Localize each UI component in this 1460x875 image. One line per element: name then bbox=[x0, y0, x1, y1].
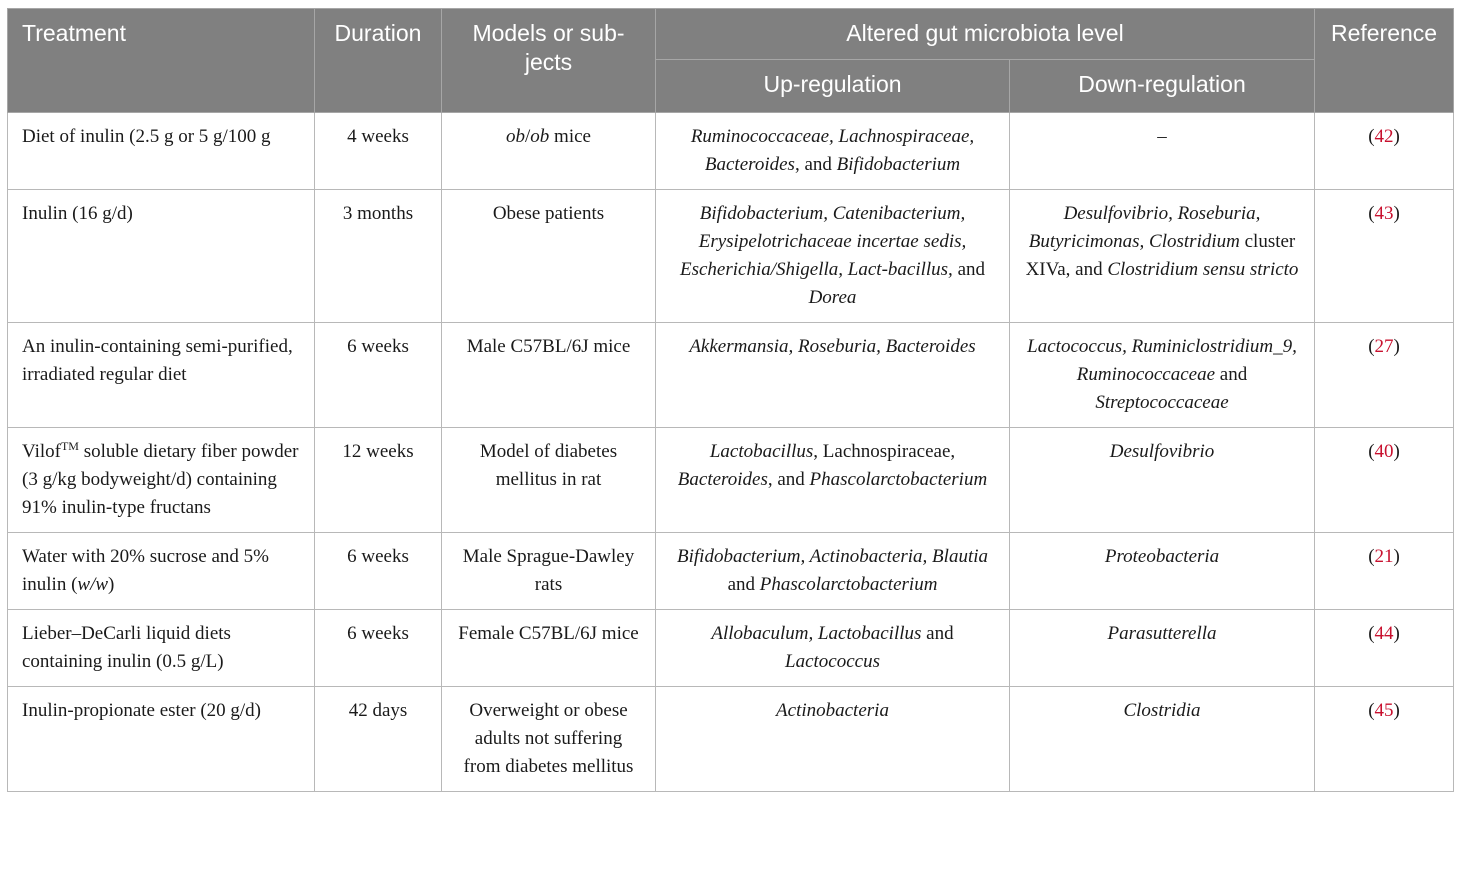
treatment-text: ) bbox=[108, 574, 115, 595]
taxa-italic: Phascolarctobacterium bbox=[809, 469, 988, 490]
cell-reference bbox=[1315, 190, 1454, 323]
cell-model-italic: ob bbox=[506, 126, 526, 147]
treatment-text: Vilof bbox=[22, 441, 61, 462]
cell-model: Model of diabetes mellitus in rat bbox=[442, 428, 656, 533]
reference-link[interactable]: 27 bbox=[1374, 336, 1394, 357]
ref-paren: ) bbox=[1393, 441, 1400, 462]
taxa-italic: Phascolarctobacterium bbox=[759, 574, 938, 595]
taxa-text: and bbox=[921, 623, 954, 644]
cell-up-regulation bbox=[656, 533, 1010, 610]
taxa-italic: Allobaculum, Lactobacillus bbox=[711, 623, 922, 644]
taxa-italic: Desulfovibrio, Roseburia, Butyricimonas, Clostridium bbox=[1028, 203, 1261, 252]
header-duration: Duration bbox=[315, 9, 442, 113]
taxa-text: and bbox=[727, 574, 760, 595]
taxa-italic: Desulfovibrio bbox=[1109, 441, 1215, 462]
cell-down-regulation bbox=[1010, 323, 1315, 428]
microbiota-table bbox=[7, 8, 1454, 792]
taxa-italic: Akkermansia, Roseburia, Bacteroides bbox=[689, 336, 976, 357]
ref-paren: ( bbox=[1368, 546, 1375, 567]
taxa-text: , and bbox=[767, 469, 810, 490]
cell-model: Overweight or obese adults not suffering from diabetes mellitus bbox=[442, 687, 656, 792]
cell-model-text: / bbox=[525, 126, 531, 147]
header-row bbox=[8, 9, 1454, 60]
reference-link[interactable]: 21 bbox=[1374, 546, 1394, 567]
trademark-sup: TM bbox=[60, 439, 79, 453]
taxa-italic: Bifidobacterium, Catenibacterium, Erysipelotrichaceae incertae sedis, Escherichia/Shigella, Lact-bacillus, bbox=[679, 203, 967, 280]
ref-paren: ) bbox=[1393, 336, 1400, 357]
treatment-text: soluble dietary fiber powder (3 g/kg bodyweight/d) containing 91% inulin-type fructans bbox=[22, 441, 299, 518]
header-treatment: Treatment bbox=[8, 9, 315, 113]
ref-paren: ) bbox=[1393, 546, 1400, 567]
taxa-italic: Actinobacteria bbox=[776, 700, 889, 721]
cell-model: Female C57BL/6J mice bbox=[442, 610, 656, 687]
taxa-italic: Parasutterella bbox=[1107, 623, 1217, 644]
taxa-italic: Clostridium sensu stricto bbox=[1107, 259, 1299, 280]
cell-treatment: Inulin (16 g/d) bbox=[8, 190, 315, 323]
taxa-italic: Ruminococcaceae, Lachnospiraceae, bbox=[690, 126, 975, 147]
cell-treatment: Lieber–DeCarli liquid diets containing inulin (0.5 g/L) bbox=[8, 610, 315, 687]
cell-model bbox=[442, 113, 656, 190]
taxa-italic: Bifidobacterium, Actinobacteria, Blautia bbox=[677, 546, 988, 567]
cell-up-regulation bbox=[656, 323, 1010, 428]
cell-duration: 6 weeks bbox=[315, 533, 442, 610]
taxa-italic: Bifidobacterium bbox=[836, 154, 961, 175]
reference-link[interactable]: 45 bbox=[1374, 700, 1394, 721]
cell-reference bbox=[1315, 533, 1454, 610]
taxa-italic: Streptococcaceae bbox=[1095, 392, 1229, 413]
reference-link[interactable]: 42 bbox=[1374, 126, 1394, 147]
table-row bbox=[8, 533, 1454, 610]
ref-paren: ) bbox=[1393, 623, 1400, 644]
taxa-italic: Lactococcus bbox=[785, 651, 880, 672]
cell-duration: 6 weeks bbox=[315, 323, 442, 428]
taxa-text: , Lachnospiraceae, bbox=[813, 441, 956, 462]
cell-duration: 12 weeks bbox=[315, 428, 442, 533]
cell-down-regulation bbox=[1010, 610, 1315, 687]
cell-treatment: Diet of inulin (2.5 g or 5 g/100 g bbox=[8, 113, 315, 190]
cell-duration: 6 weeks bbox=[315, 610, 442, 687]
cell-duration: 42 days bbox=[315, 687, 442, 792]
cell-duration: 4 weeks bbox=[315, 113, 442, 190]
ref-paren: ) bbox=[1393, 203, 1400, 224]
taxa-italic: Clostridia bbox=[1123, 700, 1201, 721]
taxa-italic: Lactobacillus bbox=[709, 441, 814, 462]
taxa-italic: Dorea bbox=[808, 287, 857, 308]
reference-link[interactable]: 40 bbox=[1374, 441, 1394, 462]
header-reference: Reference bbox=[1315, 9, 1454, 113]
cell-model: Male C57BL/6J mice bbox=[442, 323, 656, 428]
header-models: Models or sub-jects bbox=[442, 9, 656, 113]
ref-paren: ( bbox=[1368, 700, 1375, 721]
header-down-regulation: Down-regulation bbox=[1010, 60, 1315, 113]
cell-down-regulation bbox=[1010, 533, 1315, 610]
cell-treatment bbox=[8, 533, 315, 610]
cell-reference bbox=[1315, 687, 1454, 792]
reference-link[interactable]: 43 bbox=[1374, 203, 1394, 224]
taxa-italic: Proteobacteria bbox=[1104, 546, 1220, 567]
treatment-text: Water with 20% sucrose and 5% inulin ( bbox=[22, 546, 269, 595]
cell-down-regulation bbox=[1010, 687, 1315, 792]
taxa-italic: Lactococcus, Ruminiclostridium_9, Ruminococcaceae bbox=[1027, 336, 1297, 385]
ref-paren: ( bbox=[1368, 203, 1375, 224]
cell-model: Obese patients bbox=[442, 190, 656, 323]
reference-link[interactable]: 44 bbox=[1374, 623, 1394, 644]
cell-up-regulation bbox=[656, 190, 1010, 323]
taxa-italic: Bacteroides bbox=[677, 469, 768, 490]
cell-up-regulation bbox=[656, 610, 1010, 687]
ref-paren: ( bbox=[1368, 623, 1375, 644]
cell-down-regulation: – bbox=[1010, 113, 1315, 190]
header-up-regulation: Up-regulation bbox=[656, 60, 1010, 113]
header-altered-microbiota: Altered gut microbiota level bbox=[656, 9, 1315, 60]
cell-model: Male Sprague-Dawley rats bbox=[442, 533, 656, 610]
table-row bbox=[8, 610, 1454, 687]
cell-model-italic: ob bbox=[530, 126, 550, 147]
table-row bbox=[8, 190, 1454, 323]
cell-duration: 3 months bbox=[315, 190, 442, 323]
cell-reference bbox=[1315, 323, 1454, 428]
cell-reference bbox=[1315, 428, 1454, 533]
table-row bbox=[8, 323, 1454, 428]
cell-reference bbox=[1315, 113, 1454, 190]
taxa-text: cluster XIVa, and bbox=[1025, 231, 1296, 280]
taxa-text: and bbox=[952, 259, 985, 280]
cell-up-regulation bbox=[656, 113, 1010, 190]
cell-treatment: Inulin-propionate ester (20 g/d) bbox=[8, 687, 315, 792]
cell-down-regulation bbox=[1010, 428, 1315, 533]
table-row bbox=[8, 687, 1454, 792]
taxa-text: , and bbox=[794, 154, 837, 175]
cell-treatment: An inulin-containing semi-purified, irradiated regular diet bbox=[8, 323, 315, 428]
treatment-italic: w/w bbox=[77, 574, 109, 595]
ref-paren: ) bbox=[1393, 126, 1400, 147]
taxa-text: and bbox=[1215, 364, 1248, 385]
ref-paren: ) bbox=[1393, 700, 1400, 721]
taxa-italic: Bacteroides bbox=[704, 154, 795, 175]
table-row bbox=[8, 113, 1454, 190]
table-row bbox=[8, 428, 1454, 533]
cell-reference bbox=[1315, 610, 1454, 687]
ref-paren: ( bbox=[1368, 441, 1375, 462]
ref-paren: ( bbox=[1368, 126, 1375, 147]
cell-treatment bbox=[8, 428, 315, 533]
ref-paren: ( bbox=[1368, 336, 1375, 357]
cell-up-regulation bbox=[656, 428, 1010, 533]
cell-down-regulation bbox=[1010, 190, 1315, 323]
cell-model-text: mice bbox=[549, 126, 591, 147]
cell-up-regulation bbox=[656, 687, 1010, 792]
